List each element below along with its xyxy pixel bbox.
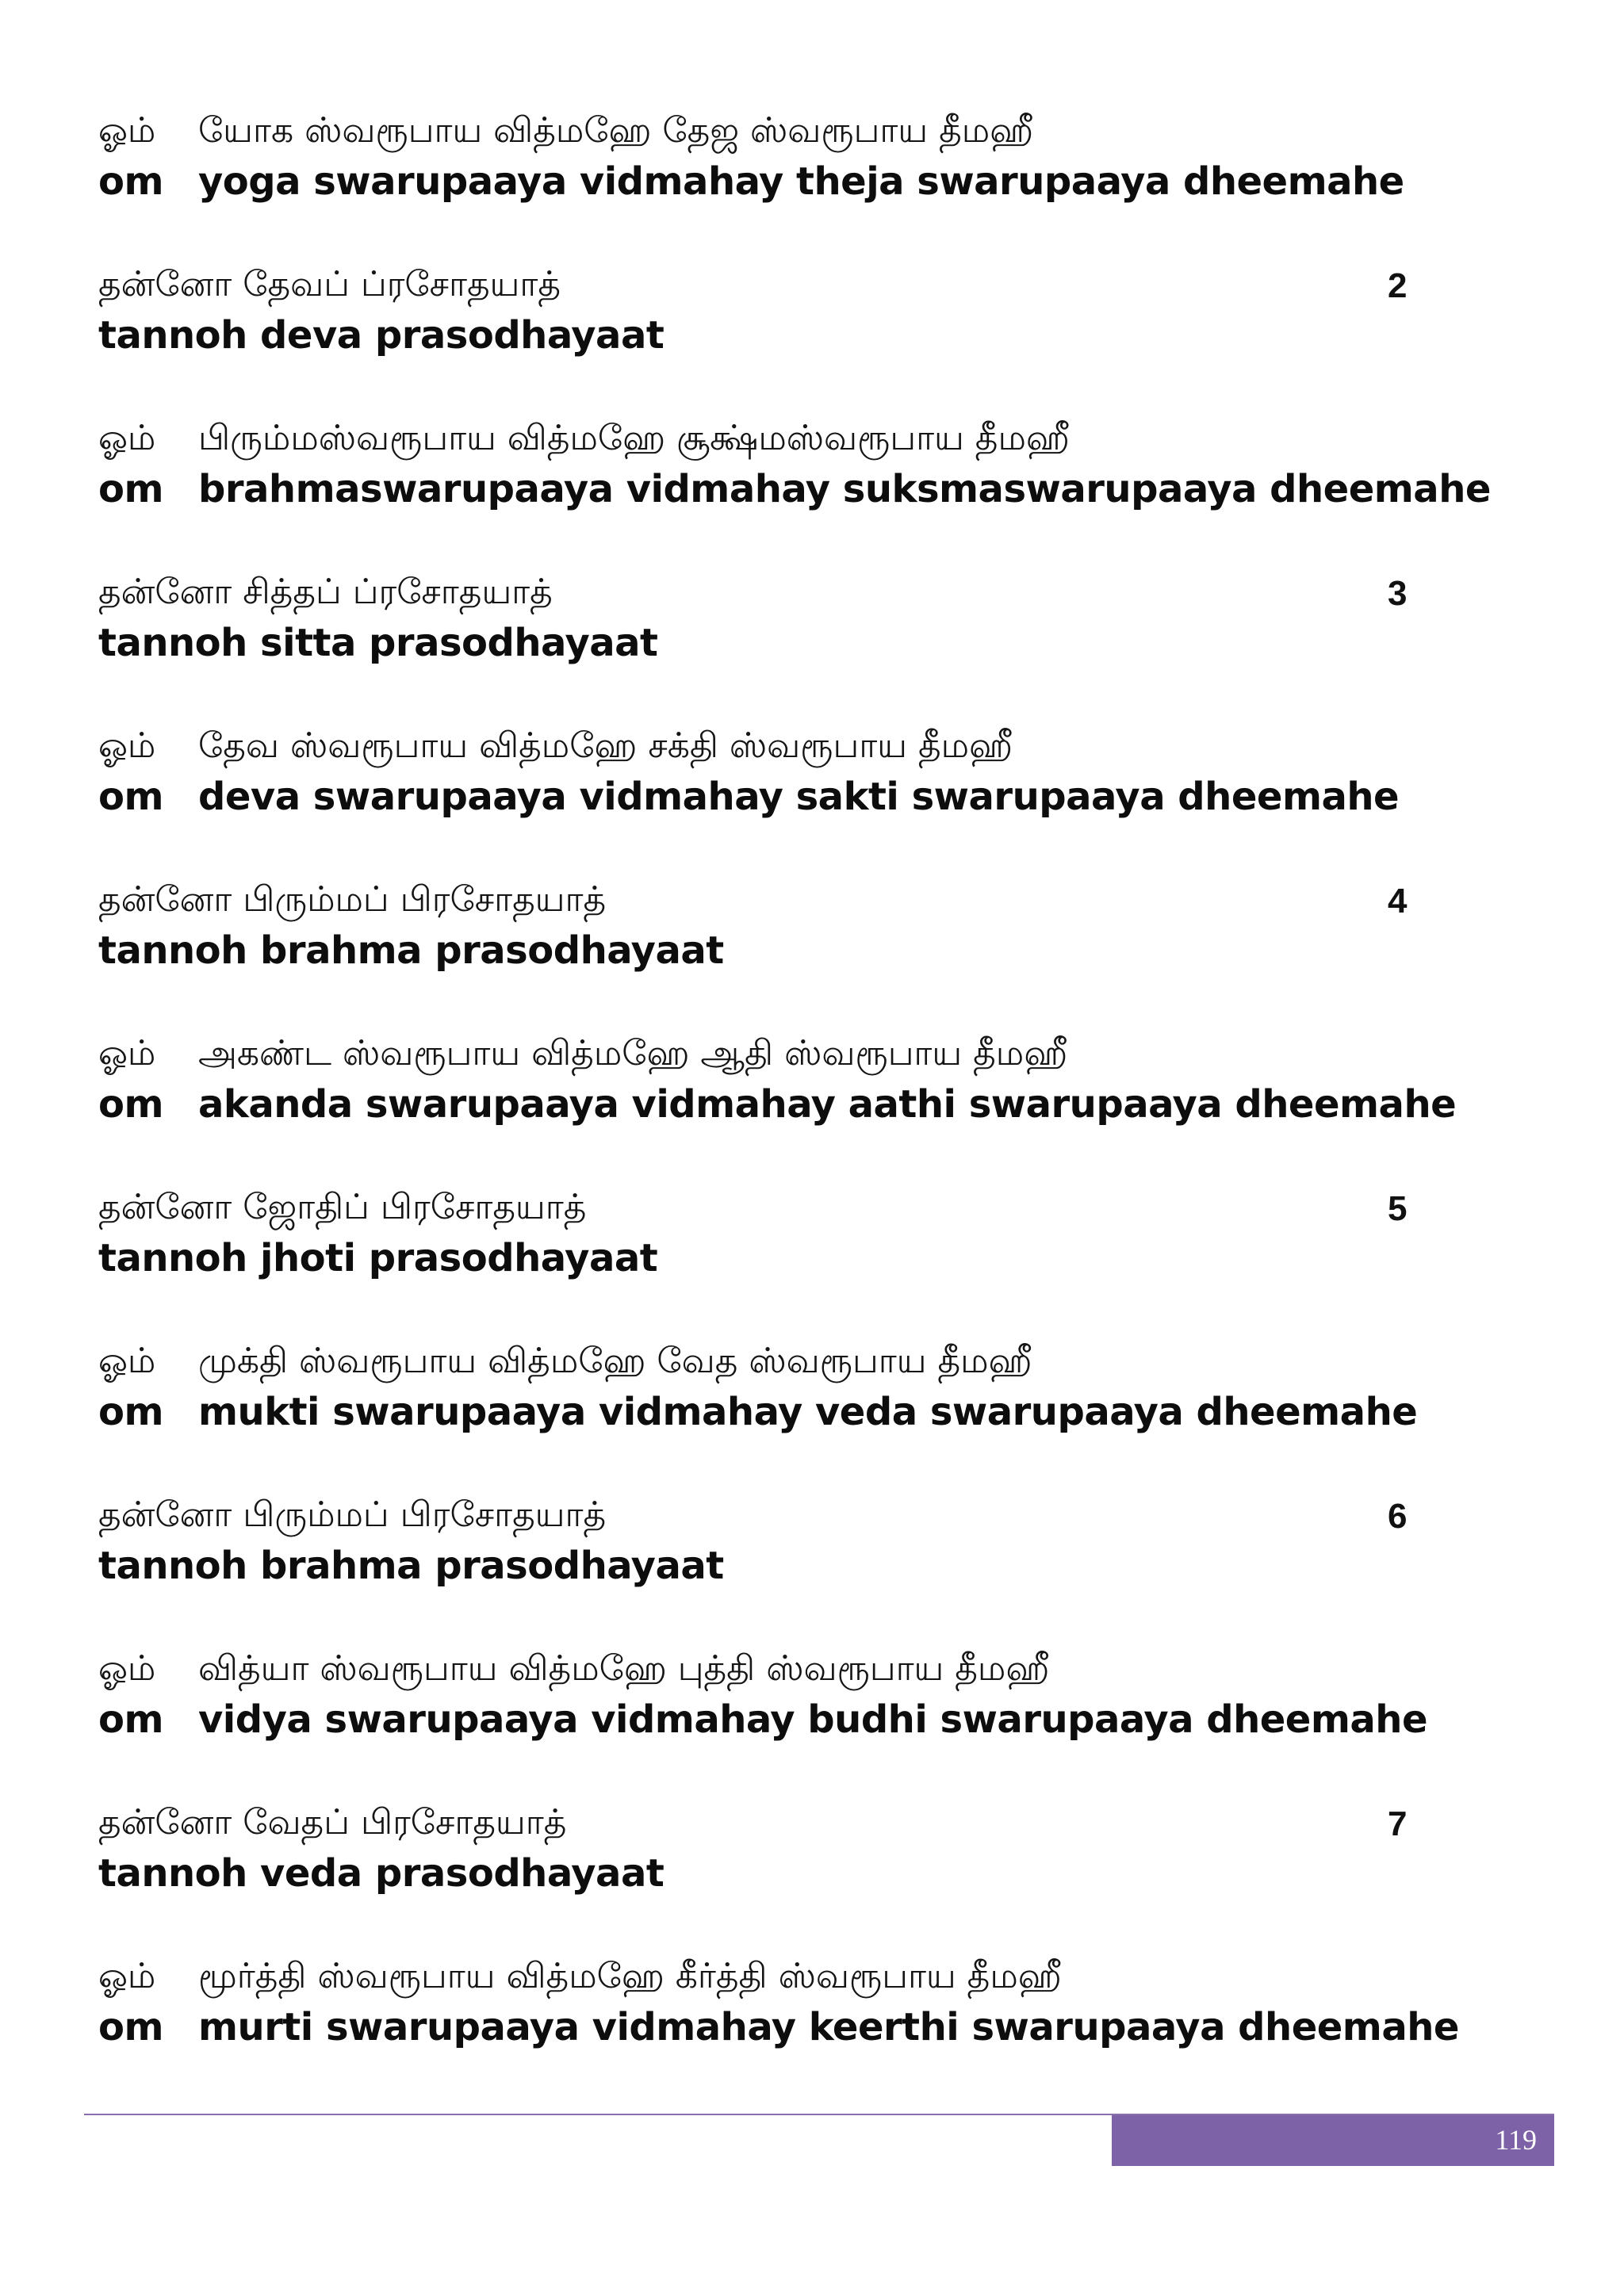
verse-2	[98, 264, 1446, 358]
tamil-line	[98, 1341, 1032, 1381]
transliteration-line	[98, 774, 1399, 820]
roman-text: deva swarupaaya vidmahay sakti swarupaaya dheemahe	[198, 775, 1400, 819]
roman-text: brahmaswarupaaya vidmahay suksmaswarupaaya dheemahe	[198, 467, 1491, 511]
tamil-line	[98, 1957, 1062, 1996]
page-number-box	[1112, 2115, 1554, 2166]
roman-text: mukti swarupaaya vidmahay veda swarupaaya dheemahe	[198, 1390, 1418, 1434]
verse-12	[98, 1802, 1446, 1896]
roman-om: om	[98, 1697, 163, 1742]
tamil-text: பிரும்மஸ்வரூபாய வித்மஹே சூக்ஷ்மஸ்வரூபாய தீமஹீ	[198, 418, 1070, 458]
verse-number: 2	[1388, 266, 1408, 305]
page-number: 119	[1495, 2124, 1537, 2156]
verse-number: 6	[1388, 1497, 1408, 1536]
transliteration-line	[98, 159, 1404, 205]
verse-11	[98, 1648, 1446, 1742]
verse-number: 3	[1388, 574, 1408, 613]
roman-om: om	[98, 159, 163, 204]
tamil-om: ஓம்	[98, 1956, 156, 1996]
tamil-om: ஓம்	[98, 418, 156, 458]
roman-om: om	[98, 467, 163, 511]
verse-9	[98, 1341, 1446, 1434]
transliteration-line: tannoh sitta prasodhayaat	[98, 621, 658, 665]
tamil-om: ஓம்	[98, 1033, 156, 1073]
tamil-text: முக்தி ஸ்வரூபாய வித்மஹே வேத ஸ்வரூபாய தீமஹீ	[198, 1341, 1032, 1381]
tamil-line	[98, 726, 1013, 766]
verse-number: 5	[1388, 1189, 1408, 1228]
roman-text: yoga swarupaaya vidmahay theja swarupaaya dheemahe	[198, 159, 1404, 204]
transliteration-line: tannoh brahma prasodhayaat	[98, 928, 724, 973]
verse-5	[98, 725, 1446, 819]
verse-3	[98, 418, 1491, 511]
tamil-line: தன்னோ ஜோதிப் பிரசோதயாத்	[98, 1187, 587, 1227]
tamil-line: தன்னோ பிரும்மப் பிரசோதயாத்	[98, 879, 607, 920]
tamil-om: ஓம்	[98, 725, 156, 766]
transliteration-line: tannoh brahma prasodhayaat	[98, 1544, 724, 1588]
tamil-text: வித்யா ஸ்வரூபாய வித்மஹே புத்தி ஸ்வரூபாய தீமஹீ	[198, 1648, 1050, 1689]
tamil-line: தன்னோ தேவப் ப்ரசோதயாத்	[98, 264, 561, 304]
verse-1	[98, 110, 1446, 204]
tamil-line	[98, 419, 1070, 458]
verse-number: 4	[1388, 882, 1408, 920]
mantra-list	[98, 110, 1491, 2110]
verse-7	[98, 1033, 1457, 1127]
roman-om: om	[98, 2005, 163, 2049]
tamil-line	[98, 111, 1033, 151]
transliteration-line: tannoh jhoti prasodhayaat	[98, 1236, 658, 1280]
transliteration-line: tannoh deva prasodhayaat	[98, 313, 665, 358]
tamil-text: மூர்த்தி ஸ்வரூபாய வித்மஹே கீர்த்தி ஸ்வரூபாய தீமஹீ	[198, 1956, 1062, 1996]
tamil-line	[98, 1034, 1067, 1073]
tamil-om: ஓம்	[98, 110, 156, 151]
tamil-text: அகண்ட ஸ்வரூபாய வித்மஹே ஆதி ஸ்வரூபாய தீமஹீ	[198, 1033, 1068, 1073]
transliteration-line	[98, 1081, 1456, 1127]
roman-text: vidya swarupaaya vidmahay budhi swarupaaya dheemahe	[198, 1697, 1427, 1742]
roman-om: om	[98, 775, 163, 819]
verse-10	[98, 1494, 1446, 1588]
verse-13	[98, 1956, 1459, 2049]
verse-number: 7	[1388, 1804, 1408, 1843]
transliteration-line	[98, 1697, 1427, 1743]
transliteration-line: tannoh veda prasodhayaat	[98, 1851, 665, 1896]
roman-om: om	[98, 1390, 163, 1434]
transliteration-line	[98, 466, 1491, 512]
roman-text: murti swarupaaya vidmahay keerthi swarupaaya dheemahe	[198, 2005, 1459, 2049]
verse-8	[98, 1187, 1446, 1280]
tamil-om: ஓம்	[98, 1648, 156, 1689]
transliteration-line	[98, 2004, 1459, 2050]
transliteration-line	[98, 1389, 1417, 1435]
tamil-line: தன்னோ சித்தப் ப்ரசோதயாத்	[98, 572, 553, 612]
roman-om: om	[98, 1082, 163, 1127]
tamil-line	[98, 1649, 1049, 1689]
verse-6	[98, 879, 1446, 973]
tamil-line: தன்னோ பிரும்மப் பிரசோதயாத்	[98, 1494, 607, 1535]
tamil-om: ஓம்	[98, 1341, 156, 1381]
verse-4	[98, 572, 1446, 665]
tamil-text: தேவ ஸ்வரூபாய வித்மஹே சக்தி ஸ்வரூபாய தீமஹீ	[198, 725, 1013, 766]
tamil-line: தன்னோ வேதப் பிரசோதயாத்	[98, 1802, 567, 1843]
roman-text: akanda swarupaaya vidmahay aathi swarupaaya dheemahe	[198, 1082, 1457, 1127]
tamil-text: யோக ஸ்வரூபாய வித்மஹே தேஜ ஸ்வரூபாய தீமஹீ	[198, 110, 1034, 151]
